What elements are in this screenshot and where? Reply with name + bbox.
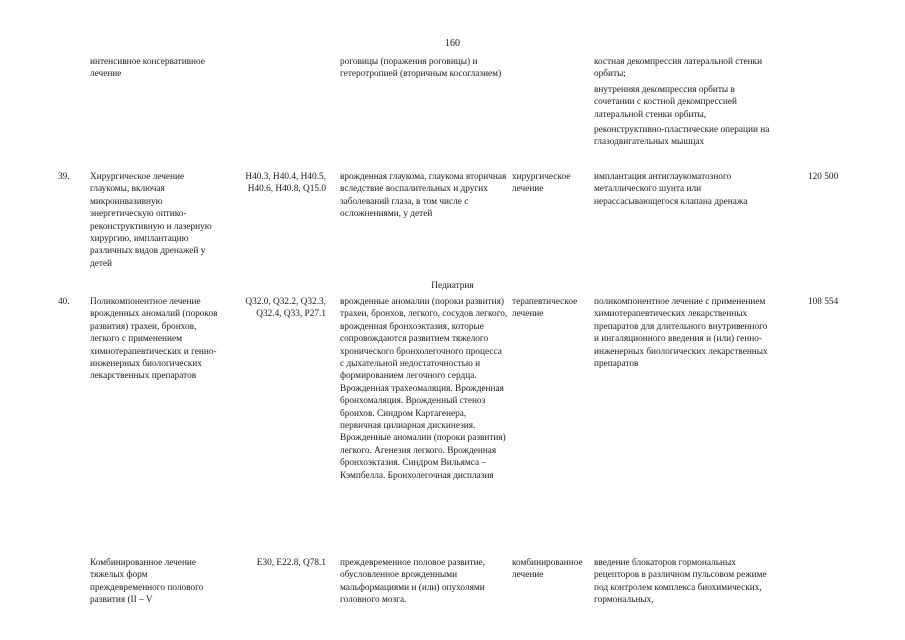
treatment-method: поликомпонентное лечение с применением химиотерапевтических лекарственных препаратов для длительного внутривенного и ингаляционного введения и (или) генно-инженерных биологических лекарственных препаратов bbox=[594, 297, 768, 370]
treatment-name: Хирургическое лечение глаукомы, включая микроинвазивную энергетическую оптико-реконструктивную и лазерную хирургию, имплантацию различных видов дренажей у детей bbox=[90, 172, 212, 269]
icd-codes: H40.3, H40.4, H40.5, H40.6, H40.8, Q15.0 bbox=[245, 172, 326, 195]
disease-description: врожденная глаукома, глаукома вторичная вследствие воспалительных и других заболеваний глаза, в том числе с осложнениями, у детей bbox=[340, 172, 507, 220]
treatment-name: Поликомпонентное лечение врожденных аномалий (пороков развития) трахеи, бронхов, легкого с применением химиотерапевтических и генно-инженерных биологических лекарственных препаратов bbox=[90, 297, 218, 382]
treatment-type: хирургическое лечение bbox=[512, 172, 571, 195]
treatment-type: комбинированное лечение bbox=[512, 558, 583, 581]
continuation-method-item: костная декомпрессия латеральной стенки орбиты; bbox=[594, 57, 763, 80]
cost-amount: 108 554 bbox=[808, 297, 839, 307]
continuation-method-item: внутренняя декомпрессия орбиты в сочетании с костной декомпрессией латеральной стенки орбиты, bbox=[594, 84, 737, 120]
section-header-pediatrics: Педиатрия bbox=[431, 281, 474, 291]
disease-description: врожденные аномалии (пороки развития) трахеи, бронхов, легкого, сосудов легкого, врожденная бронхоэктазия, которые сопровождаются развитием тяжелого хронического бронхолегочного процесса с дыхательной недостаточностью и формированием легочного сердца. Врожденная трахеомаляция. Врожденная бронхомаляция. Врожденный стеноз бронхов. Синдром Картагенера, первичная цилиарная дискинезия. Врожденные аномалии (пороки развития) легкого. Агенезия легкого. Врожденная бронхоэктазия. Синдром Вильямса – Кэмпбелла. Бронхолегочная дисплазия bbox=[340, 297, 508, 481]
cost-amount: 120 500 bbox=[808, 172, 839, 182]
icd-codes: Q32.0, Q32.2, Q32.3, Q32.4, Q33, P27.1 bbox=[245, 297, 326, 320]
continuation-treatment-name: интенсивное консервативное лечение bbox=[90, 57, 205, 80]
row-number: 40. bbox=[58, 297, 70, 307]
continuation-disease: роговицы (поражения роговицы) и гетеротропией (вторичным косоглазием) bbox=[340, 57, 502, 80]
continuation-methods bbox=[594, 56, 774, 149]
continuation-method-item: реконструктивно-пластические операции на глазодвигательных мышцах bbox=[594, 125, 770, 148]
treatment-name: Комбинированное лечение тяжелых форм преждевременного полового развития (II – V bbox=[90, 558, 204, 606]
row-number: 39. bbox=[58, 172, 70, 182]
disease-description: преждевременное половое развитие, обусловленное врожденными мальформациями и (или) опухолями головного мозга. bbox=[340, 558, 485, 606]
treatment-type: терапевтическое лечение bbox=[512, 297, 578, 320]
icd-codes: E30, E22.8, Q78.1 bbox=[256, 558, 326, 568]
treatment-method: имплантация антиглаукоматозного металлического шунта или нерассасывающегося клапана дренажа bbox=[594, 172, 748, 207]
treatment-method: введение блокаторов гормональных рецепторов в различном пульсовом режиме под контролем комплекса биохимических, гормональных, bbox=[594, 558, 767, 606]
page-number: 160 bbox=[445, 38, 460, 49]
